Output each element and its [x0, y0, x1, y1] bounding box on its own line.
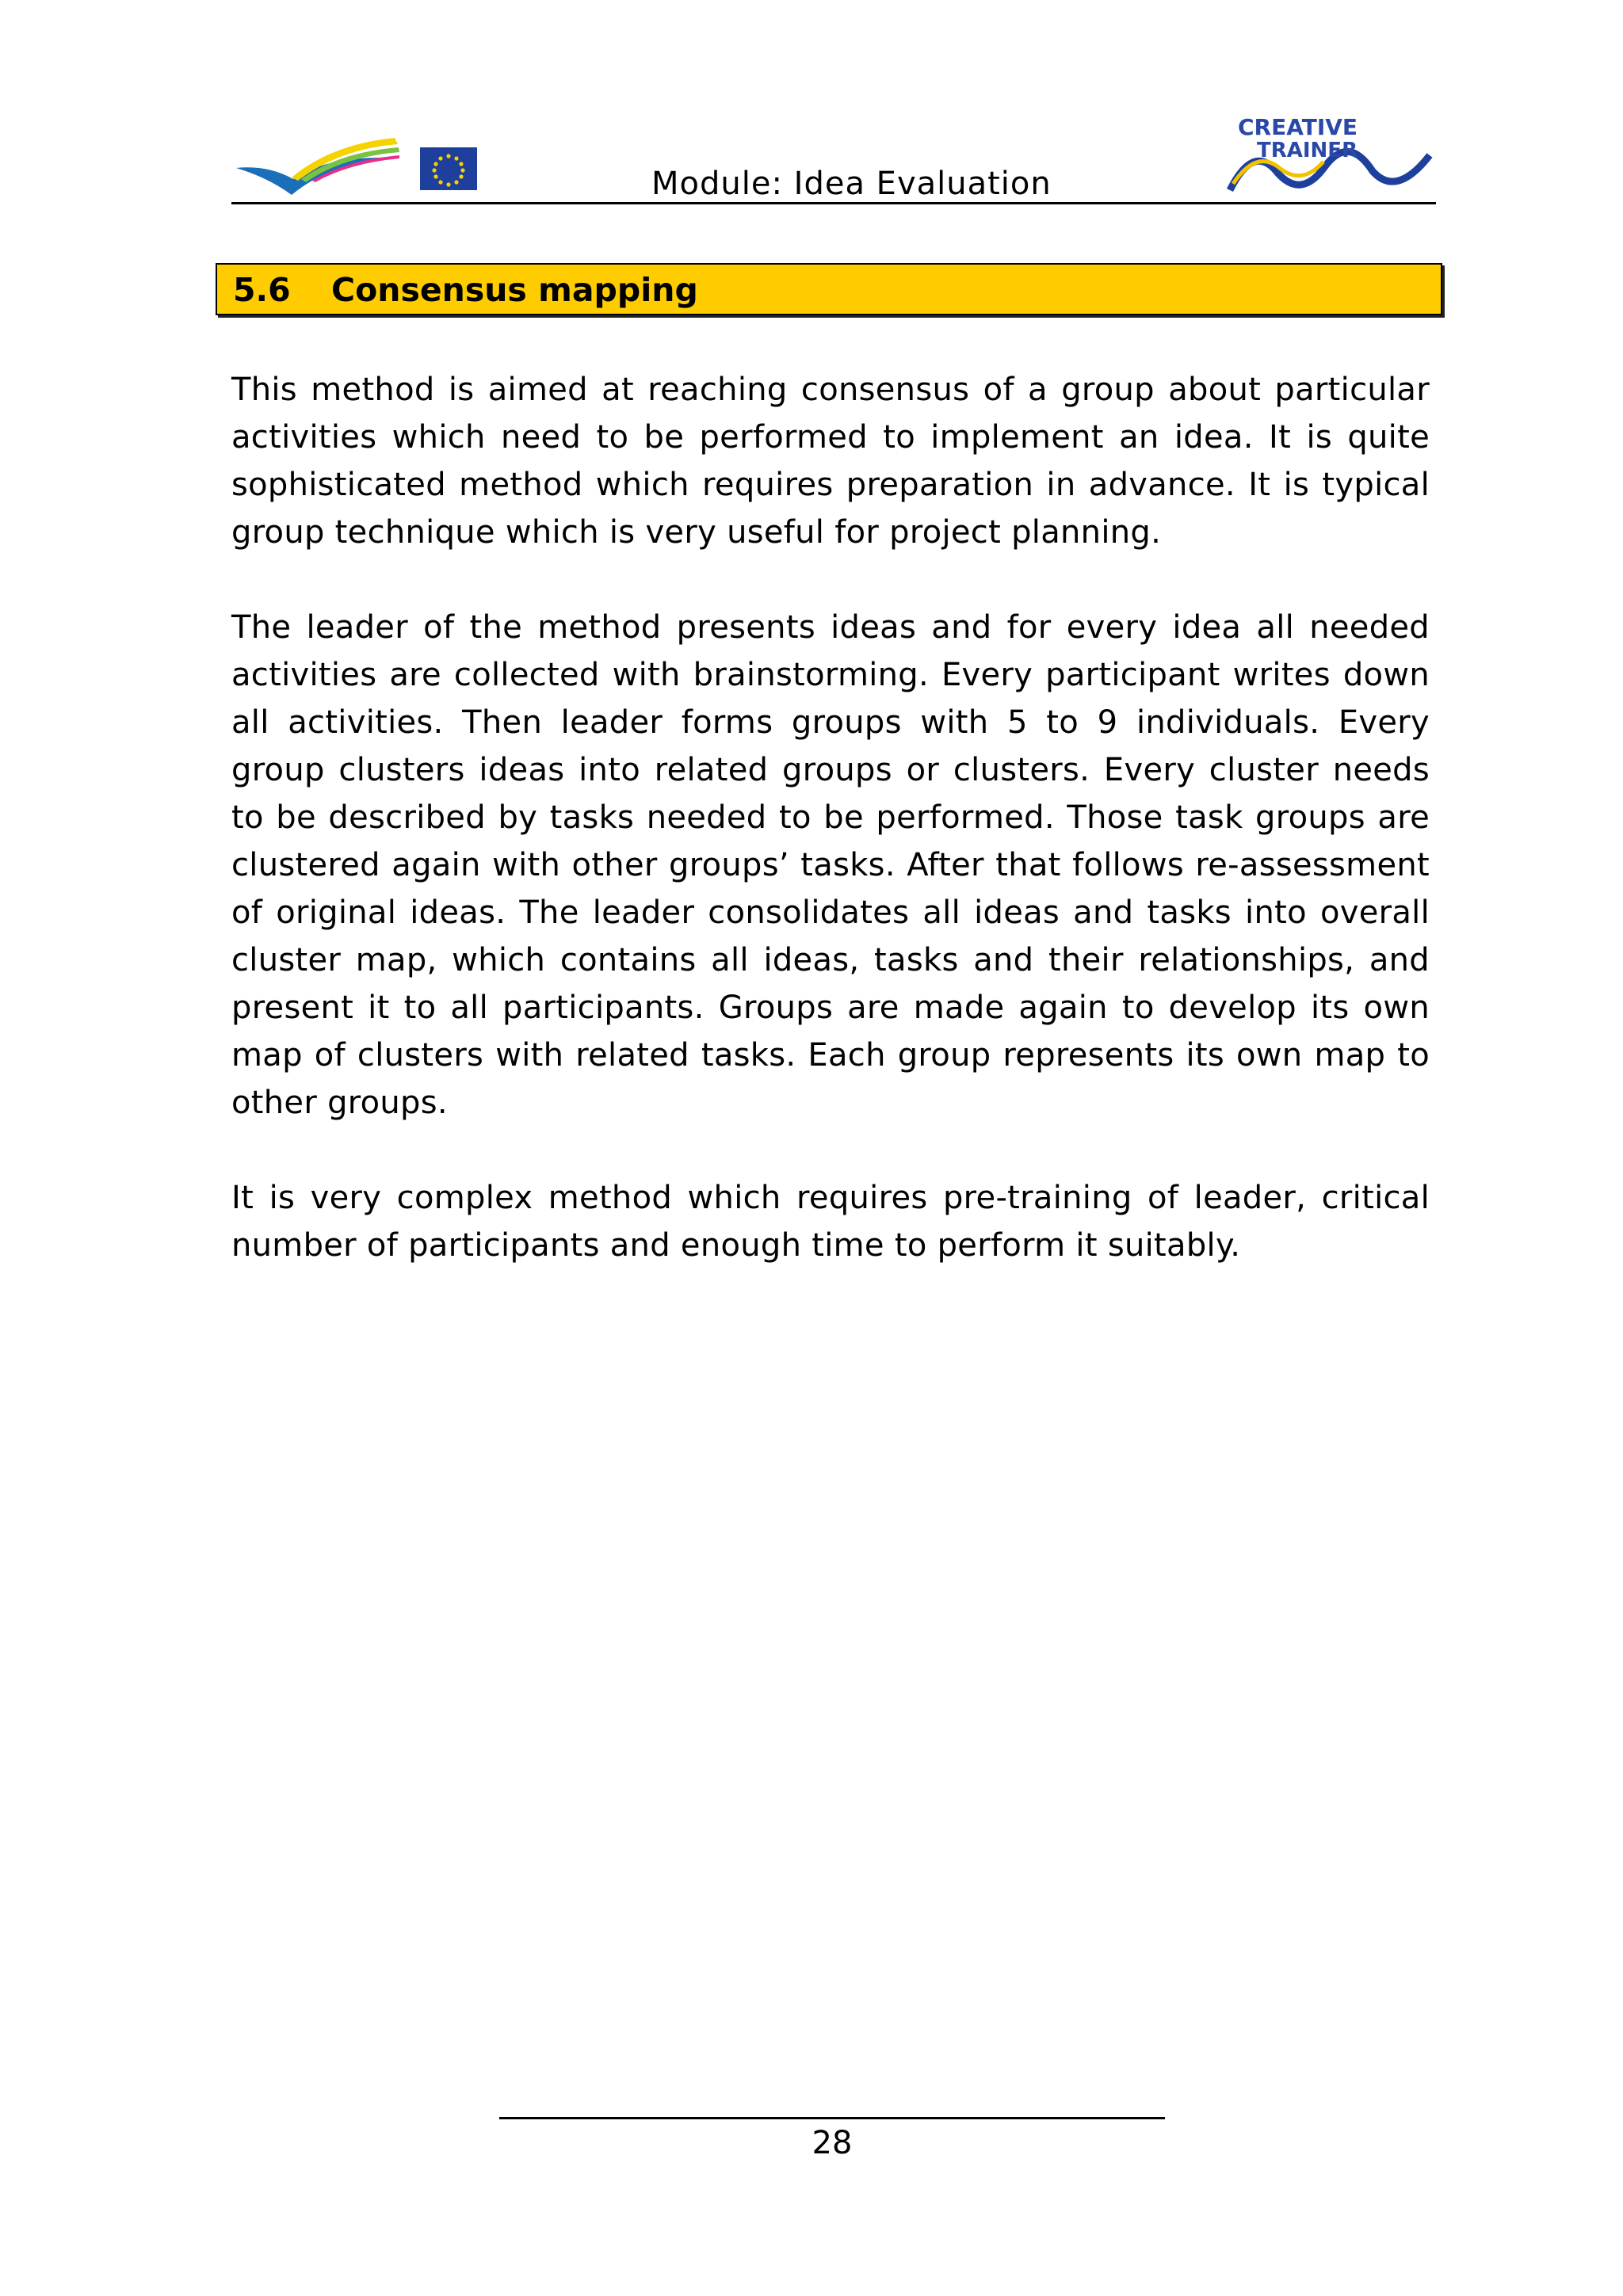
logo-text-trainer: TRAINER: [1257, 139, 1358, 162]
page-header: [231, 111, 1436, 204]
paragraph-conclusion: It is very complex method which requires pre-training of leader, critical number of participants and enough time to perform it suitably.: [231, 1180, 1430, 1264]
section-title: Consensus mapping: [331, 271, 698, 309]
module-title: Module: Idea Evaluation: [651, 166, 1052, 202]
logo-text-creative: CREATIVE: [1238, 114, 1358, 140]
page-number: 28: [812, 2125, 853, 2161]
section-number: 5.6: [233, 271, 291, 309]
section-heading: [216, 263, 1442, 315]
lifelong-learning-logo-icon: [236, 130, 403, 201]
footer-rule: [499, 2117, 1165, 2119]
eu-flag-icon: [420, 147, 477, 190]
body-text: [231, 366, 1430, 1317]
header-rule: [231, 202, 1436, 204]
paragraph-procedure: The leader of the method presents ideas and for every idea all needed activities are collected with brainstorming. Every participant writes down all activities. Then leader forms groups with 5 to 9 individuals. Every group clusters ideas into related groups or clusters. Every cluster needs to be described by tasks needed to be performed. Those task groups are clustered again with other groups’ tasks. After that follows re-assessment of original ideas. The leader consolidates all ideas and tasks into overall cluster map, which contains all ideas, tasks and their relationships, and present it to all participants. Groups are made again to develop its own map of clusters with related tasks. Each group represents its own map to other groups.: [231, 609, 1430, 1121]
paragraph-intro: This method is aimed at reaching consensus of a group about particular activities which need to be performed to implement an idea. It is quite sophisticated method which requires preparation in advance. It is typical group technique which is very useful for project planning.: [231, 372, 1430, 551]
creative-trainer-logo-icon: [1222, 111, 1436, 200]
